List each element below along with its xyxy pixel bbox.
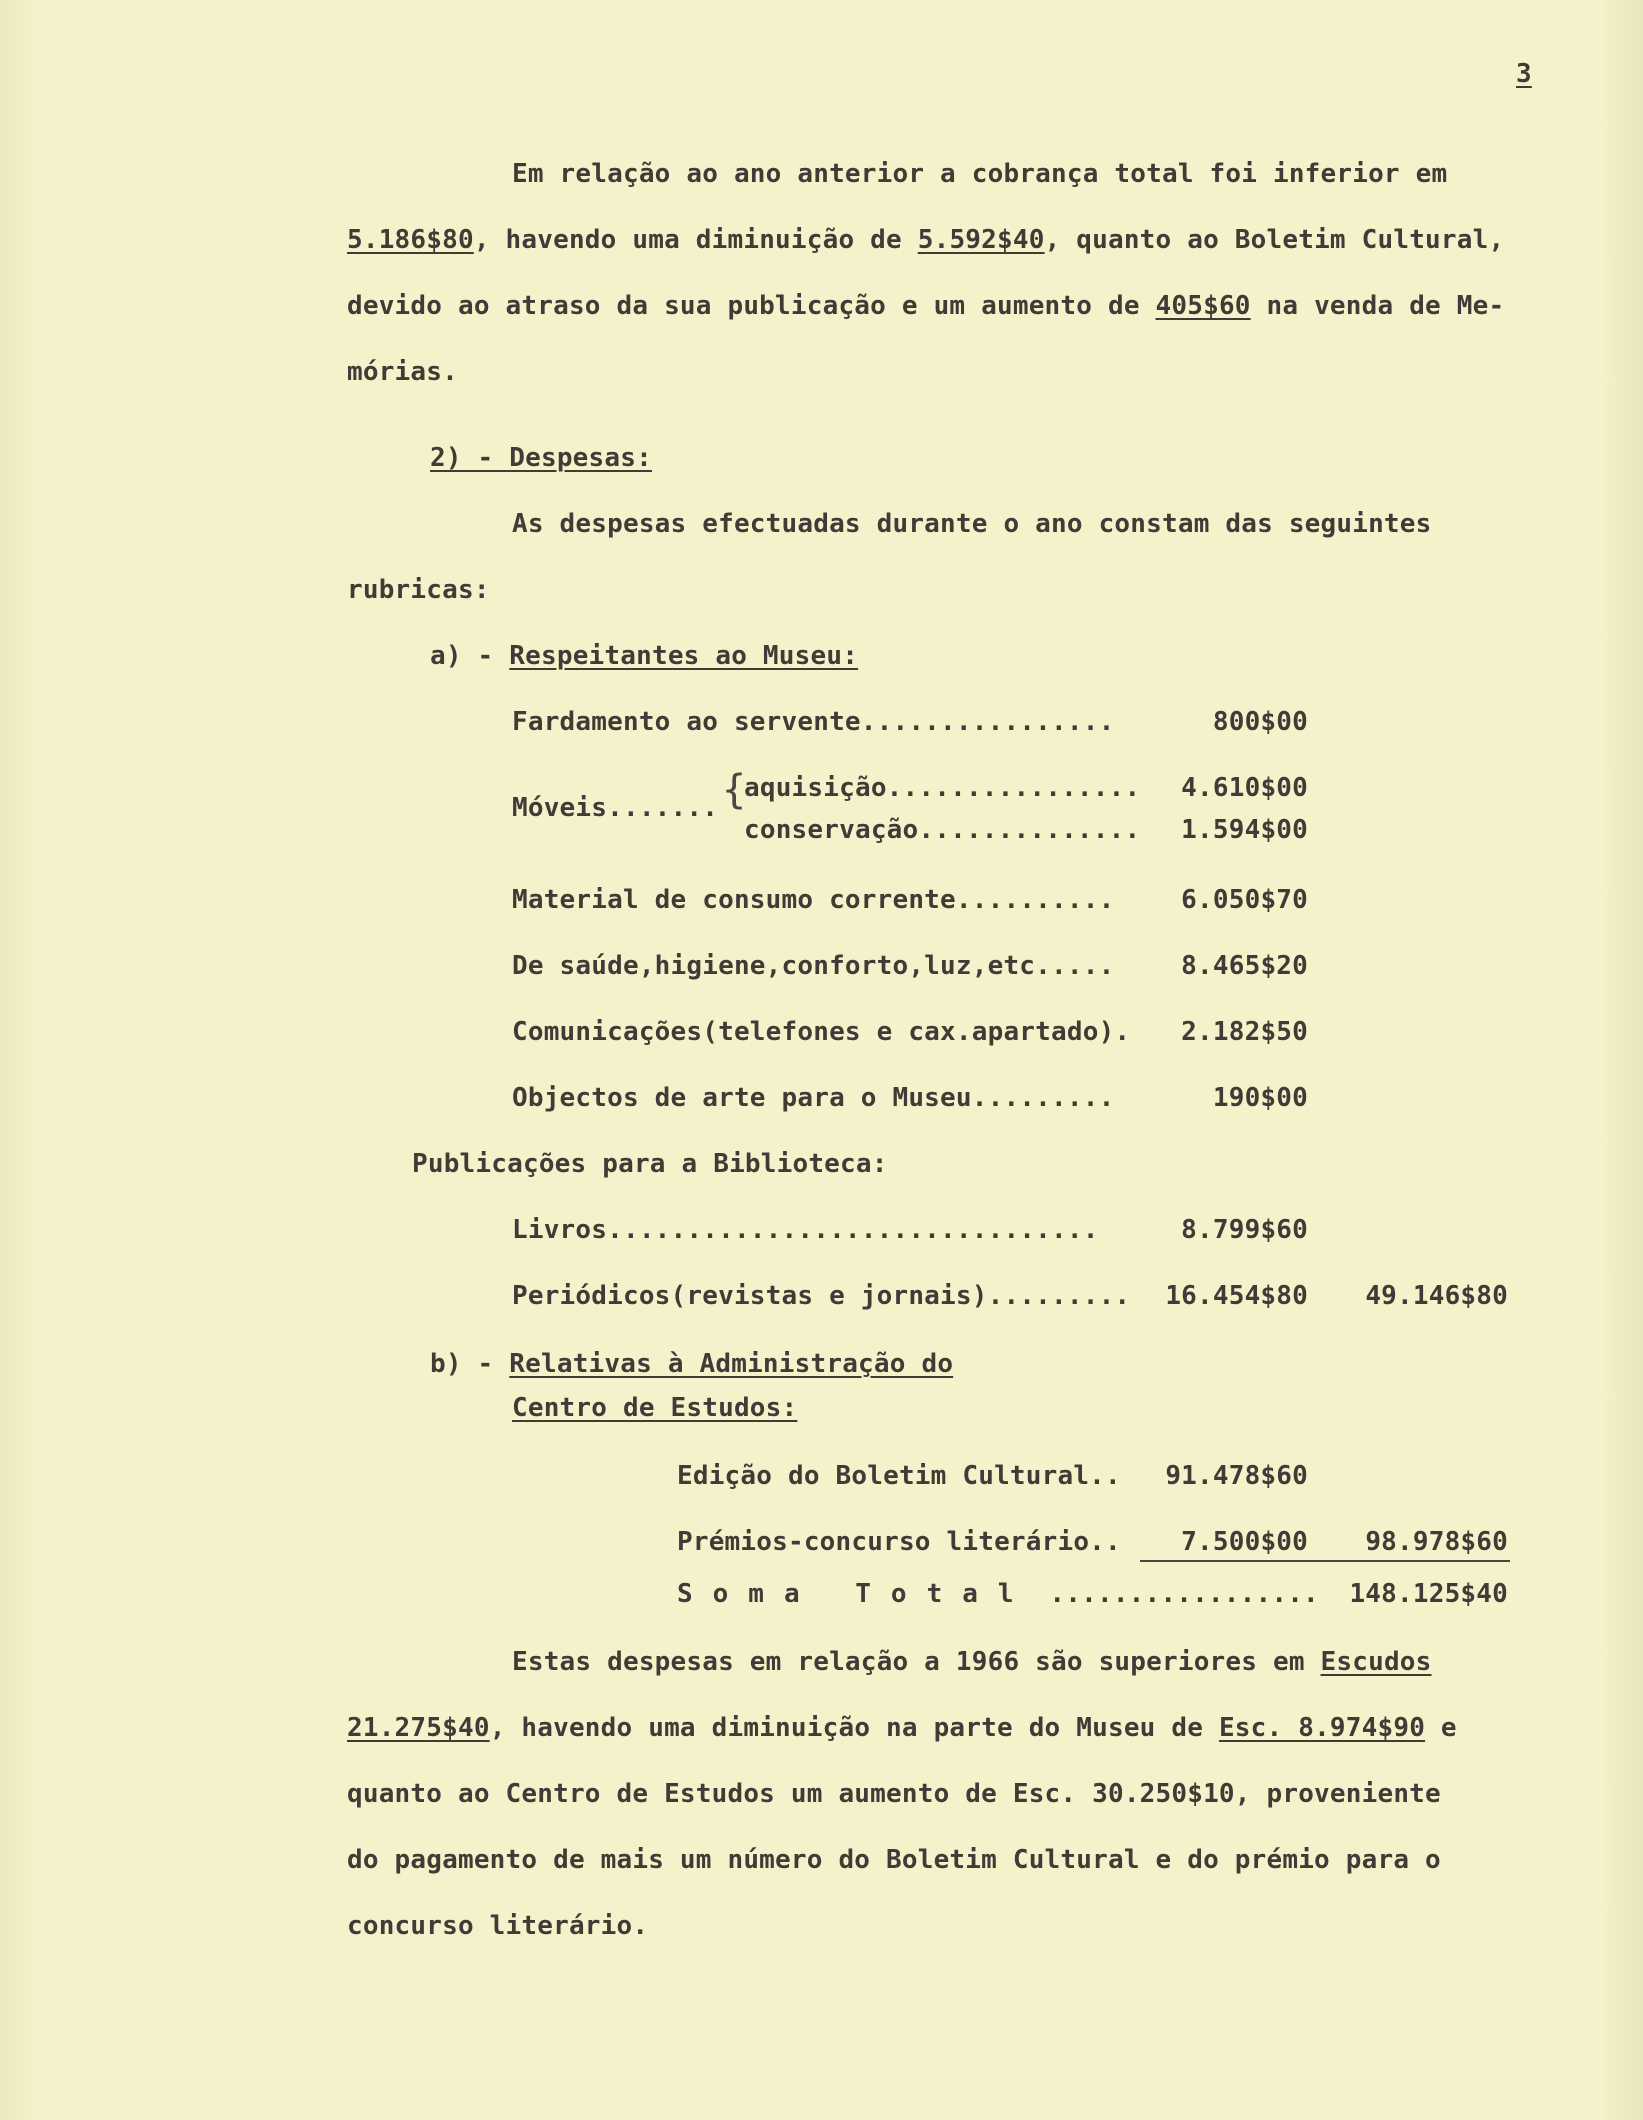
total-row: Soma Total ................. [677,1579,1319,1609]
subtotal-museu: 49.146$80 [1365,1281,1508,1311]
closing-line-3: quanto ao Centro de Estudos um aumento de Esc. 30.250$10, proveniente [347,1779,1441,1809]
expense-item-premios: Prémios-concurso literário.. [677,1527,1121,1557]
closing-line-4: do pagamento de mais um número do Boletim Cultural e do prémio para o [347,1845,1441,1875]
amount-decrease-total: 5.186$80 [347,225,474,255]
section-intro-line-1: As despesas efectuadas durante o ano constam das seguintes [512,509,1432,539]
total-value: 148.125$40 [1349,1579,1508,1609]
subtotal-centro: 98.978$60 [1365,1527,1508,1557]
expense-value-material: 6.050$70 [1181,885,1308,915]
part-b-heading: b) - Relativas à Administração do [430,1349,954,1379]
moveis-aquisicao-value: 4.610$00 [1181,773,1308,803]
sum-rule [1140,1560,1510,1562]
closing-line-2: 21.275$40, havendo uma diminuição na parte do Museu de Esc. 8.974$90 e [347,1713,1457,1743]
expense-item-moveis: Móveis....... [512,793,719,823]
expense-value-edicao: 91.478$60 [1165,1461,1308,1491]
expense-value-saude: 8.465$20 [1181,951,1308,981]
closing-line-5: concurso literário. [347,1911,649,1941]
intro-line-4: mórias. [347,357,458,387]
expense-item-material: Material de consumo corrente.......... [512,885,1115,915]
expense-value-fardamento: 800$00 [1212,707,1308,737]
expense-item-livros: Livros............................... [512,1215,1099,1245]
expense-item-comunicacoes: Comunicações(telefones e cax.apartado). [512,1017,1131,1047]
amount-museu-decrease: Esc. 8.974$90 [1218,1713,1426,1743]
amount-superior: 21.275$40 [347,1713,490,1743]
intro-line-1: Em relação ao ano anterior a cobrança total foi inferior em [512,159,1448,189]
publicacoes-heading: Publicações para a Biblioteca: [412,1149,888,1179]
part-b-heading-line-2: Centro de Estudos: [512,1393,798,1423]
brace-symbol: { [722,767,747,813]
expense-item-saude: De saúde,higiene,conforto,luz,etc..... [512,951,1115,981]
amount-decrease-boletim: 5.592$40 [917,225,1045,255]
intro-line-3: devido ao atraso da sua publicação e um aumento de 405$60 na venda de Me- [347,291,1505,321]
expense-item-periodicos: Periódicos(revistas e jornais)......... [512,1281,1131,1311]
expense-value-premios: 7.500$00 [1181,1527,1308,1557]
closing-line-1: Estas despesas em relação a 1966 são superiores em Escudos [512,1647,1432,1677]
part-a-heading: a) - Respeitantes ao Museu: [430,641,859,671]
total-label: Soma Total [677,1579,1034,1609]
expense-item-edicao: Edição do Boletim Cultural.. [677,1461,1121,1491]
expense-value-periodicos: 16.454$80 [1165,1281,1308,1311]
section-intro-line-2: rubricas: [347,575,490,605]
page-number: 3 [1516,59,1532,89]
moveis-conservacao: conservação.............. [744,815,1141,845]
intro-line-2: 5.186$80, havendo uma diminuição de 5.592$40, quanto ao Boletim Cultural, [347,225,1505,255]
expense-item-fardamento: Fardamento ao servente................ [512,707,1115,737]
moveis-aquisicao: aquisição................ [744,773,1141,803]
expense-value-objectos: 190$00 [1212,1083,1308,1113]
moveis-conservacao-value: 1.594$00 [1181,815,1308,845]
section-heading-despesas: 2) - Despesas: [430,443,652,473]
expense-value-livros: 8.799$60 [1181,1215,1308,1245]
amount-increase-memorias: 405$60 [1155,291,1251,321]
expense-item-objectos: Objectos de arte para o Museu......... [512,1083,1115,1113]
expense-value-comunicacoes: 2.182$50 [1181,1017,1308,1047]
